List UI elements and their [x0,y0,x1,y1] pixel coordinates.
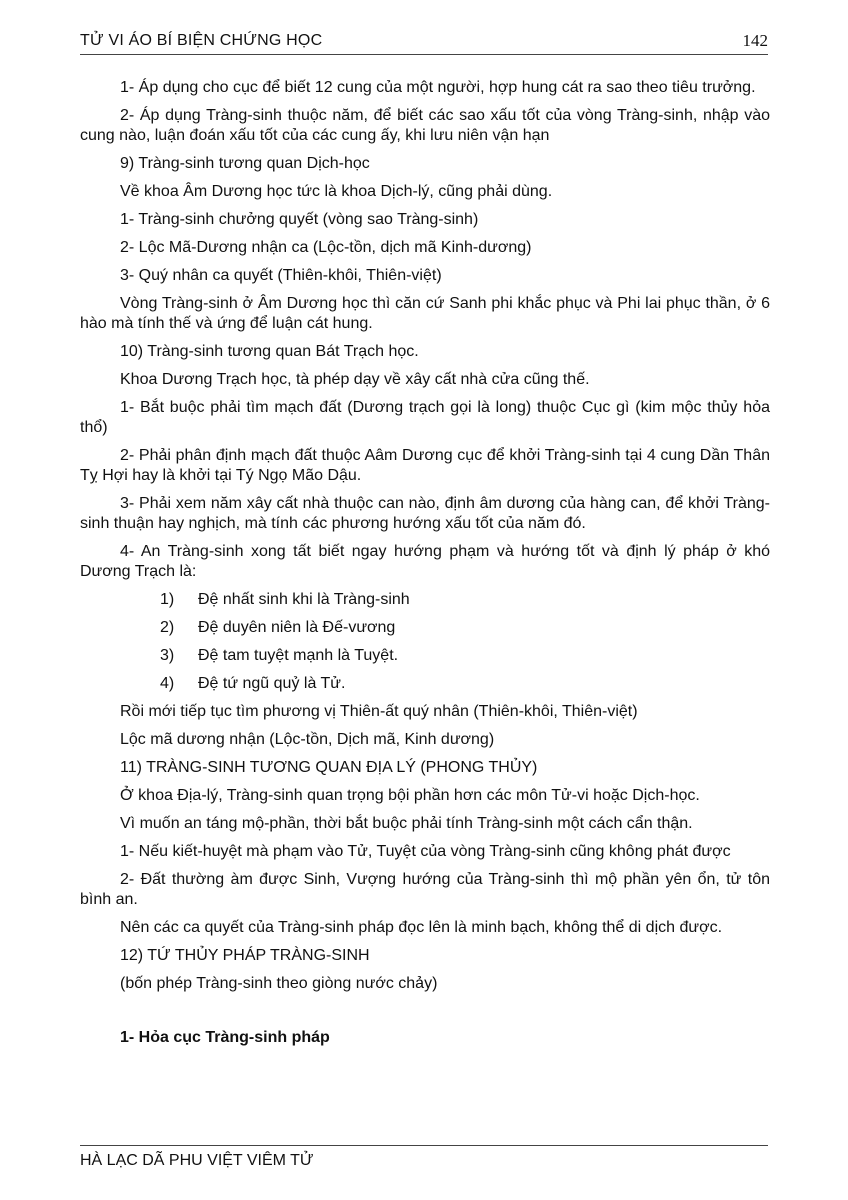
list-number: 1) [160,591,175,608]
list-text: Đệ tứ ngũ quỷ là Tử. [198,675,346,692]
list-text: Đệ nhất sinh khi là Tràng-sinh [198,591,410,608]
paragraph: Lộc mã dương nhận (Lộc-tồn, Dịch mã, Kinh dương) [120,731,495,748]
section-heading: 11) TRÀNG-SINH TƯƠNG QUAN ĐỊA LÝ (PHONG THỦY) [120,759,538,776]
paragraph: Khoa Dương Trạch học, tà phép dạy về xây cất nhà cửa cũng thế. [120,371,590,388]
paragraph: Về khoa Âm Dương học tức là khoa Dịch-lý, cũng phải dùng. [120,183,553,200]
paragraph: 2- Lộc Mã-Dương nhận ca (Lộc-tồn, dịch mã Kinh-dương) [120,239,532,256]
list-text: Đệ duyên niên là Đế-vương [198,619,396,636]
list-item [80,618,770,638]
list-number: 3) [160,647,175,664]
paragraph: 1- Bắt buộc phải tìm mạch đất (Dương trạch gọi là long) thuộc Cục gì (kim mộc thủy hỏa thổ) [80,399,770,436]
paragraph: 1- Tràng-sinh chưởng quyết (vòng sao Tràng-sinh) [120,211,479,228]
paragraph: 3- Phải xem năm xây cất nhà thuộc can nào, định âm dương của hàng can, để khởi Tràng-sinh thuận hay nghịch, mà tính các phương hướng xấu tốt của năm đó. [80,495,770,532]
list-item [80,590,770,610]
paragraph: 1- Nếu kiết-huyệt mà phạm vào Tử, Tuyệt của vòng Tràng-sinh cũng không phát được [120,843,731,860]
paragraph: Vòng Tràng-sinh ở Âm Dương học thì căn cứ Sanh phi khắc phục và Phi lai phục thần, ở 6 hào mà tính thế và ứng để luận cát hung. [80,295,770,332]
paragraph: 3- Quý nhân ca quyết (Thiên-khôi, Thiên-việt) [120,267,442,284]
subsection-heading: 1- Hỏa cục Tràng-sinh pháp [120,1029,330,1046]
list-number: 4) [160,675,175,692]
paragraph: Nên các ca quyết của Tràng-sinh pháp đọc lên là minh bạch, không thể di dịch được. [120,919,723,936]
list-text: Đệ tam tuyệt mạnh là Tuyệt. [198,647,399,664]
section-heading: 9) Tràng-sinh tương quan Dịch-học [120,155,370,172]
paragraph: Ở khoa Địa-lý, Tràng-sinh quan trọng bội phần hơn các môn Tử-vi hoặc Dịch-học. [120,787,700,804]
paragraph: 4- An Tràng-sinh xong tất biết ngay hướng phạm và hướng tốt và định lý pháp ở khó Dương Trạch là: [80,543,770,580]
list-item [80,674,770,694]
list-item [80,646,770,666]
paragraph: Vì muốn an táng mộ-phần, thời bắt buộc phải tính Tràng-sinh một cách cẩn thận. [120,815,693,832]
section-heading: 12) TỨ THỦY PHÁP TRÀNG-SINH [120,947,370,964]
document-body [80,78,770,1048]
page-footer [80,1145,768,1170]
page-number: 142 [742,31,768,50]
paragraph: (bốn phép Tràng-sinh theo giòng nước chảy) [120,975,438,992]
page-header [80,32,768,55]
paragraph: Rồi mới tiếp tục tìm phương vị Thiên-ất quý nhân (Thiên-khôi, Thiên-việt) [120,703,638,720]
paragraph: 2- Đất thường àm được Sinh, Vượng hướng của Tràng-sinh thì mộ phần yên ổn, tử tôn bình an. [80,871,770,908]
section-heading: 10) Tràng-sinh tương quan Bát Trạch học. [120,343,419,360]
paragraph: 1- Áp dụng cho cục để biết 12 cung của một người, hợp hung cát ra sao theo tiêu trưởng. [120,79,756,96]
footer-text: HÀ LẠC DÃ PHU VIỆT VIÊM TỬ [80,1152,314,1169]
list-number: 2) [160,619,175,636]
paragraph: 2- Phải phân định mạch đất thuộc Aâm Dương cục để khởi Tràng-sinh tại 4 cung Dần Thân Tỵ Hợi hay là khởi tại Tý Ngọ Mão Dậu. [80,447,770,484]
paragraph: 2- Áp dụng Tràng-sinh thuộc năm, để biết các sao xấu tốt của vòng Tràng-sinh, nhập vào cung nào, luận đoán xấu tốt của các cung ấy, khi lưu niên vận hạn [80,107,770,144]
header-title: TỬ VI ÁO BÍ BIỆN CHỨNG HỌC [80,32,323,49]
